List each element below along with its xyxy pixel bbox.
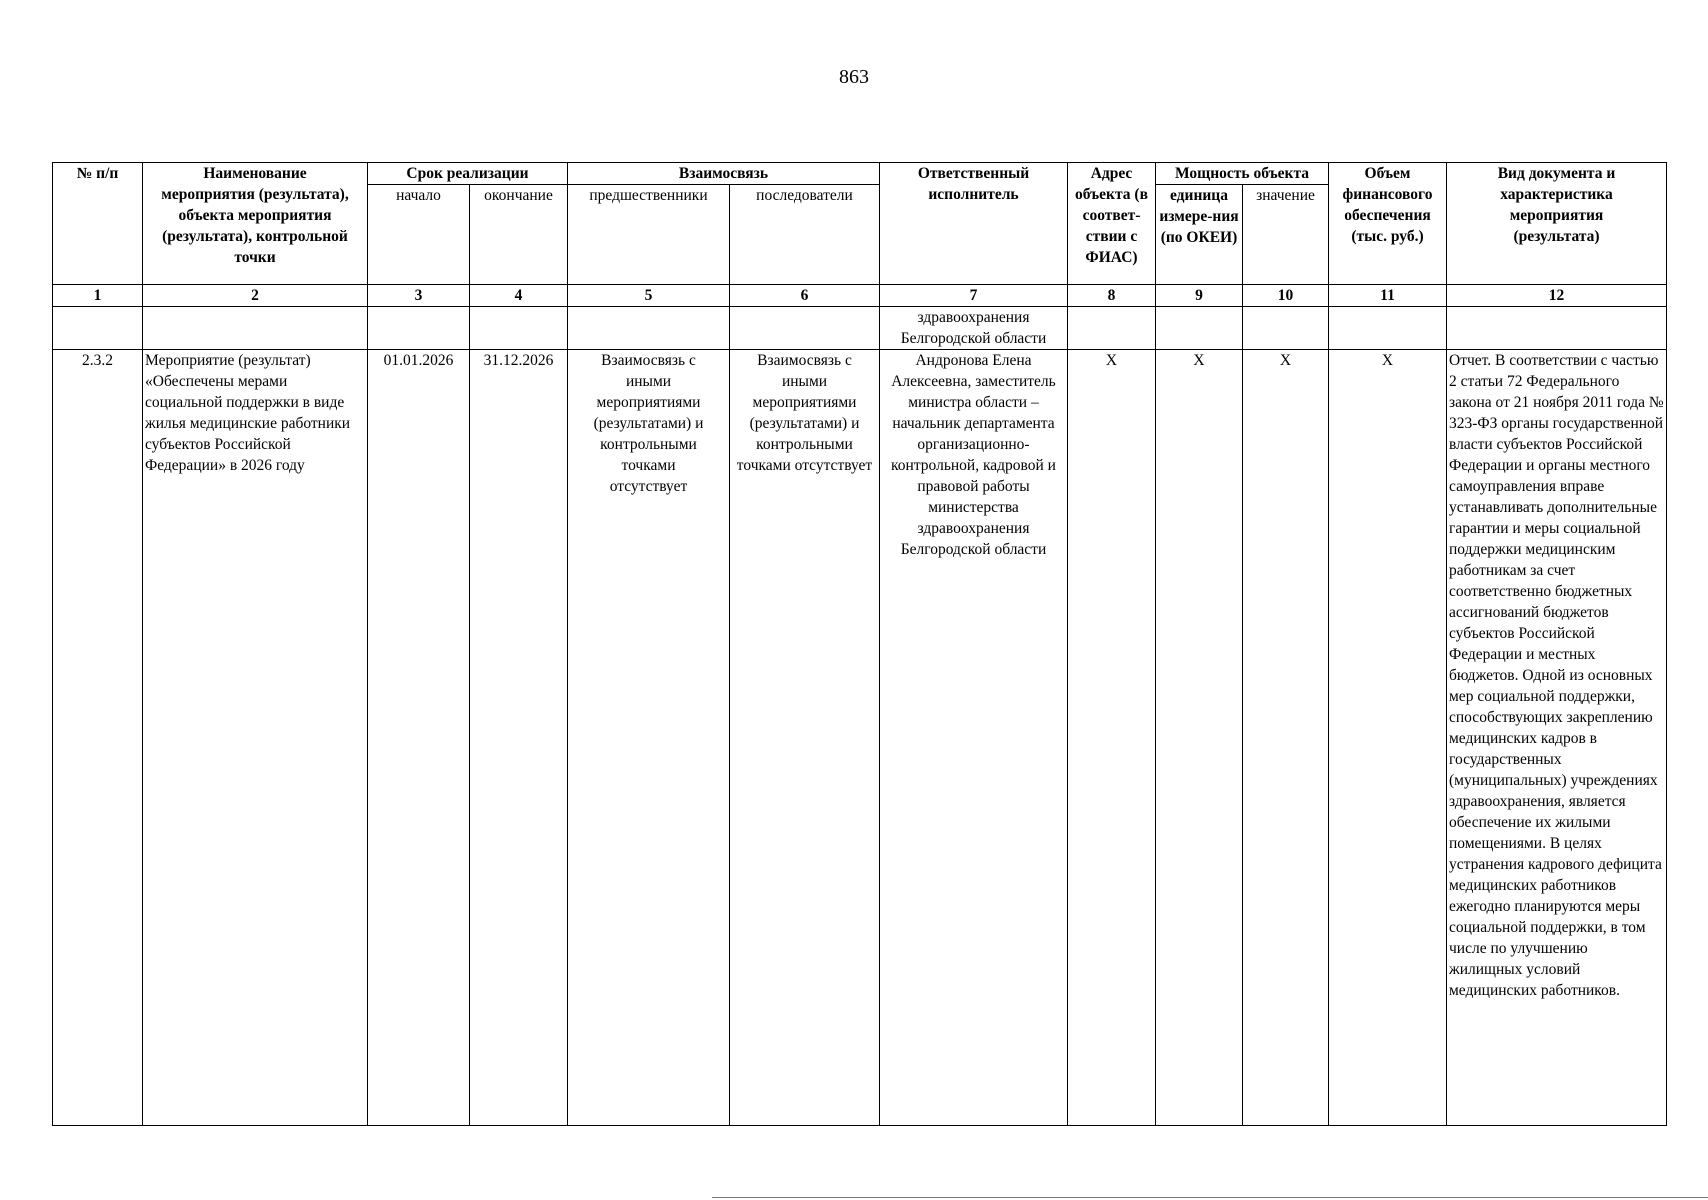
header-start: начало bbox=[368, 185, 470, 285]
col-number: 10 bbox=[1243, 285, 1329, 307]
row-address: X bbox=[1068, 350, 1156, 1126]
continuation-responsible: здравоохранения Белгородской области bbox=[880, 307, 1068, 350]
row-finance: X bbox=[1329, 350, 1447, 1126]
col-number: 7 bbox=[880, 285, 1068, 307]
header-address: Адрес объекта (в соответ-ствии с ФИАС) bbox=[1068, 163, 1156, 285]
header-relation: Взаимосвязь bbox=[568, 163, 880, 185]
header-row-1 bbox=[53, 163, 1667, 185]
row-end: 31.12.2026 bbox=[470, 350, 568, 1126]
row-name: Мероприятие (результат) «Обеспечены мерами социальной поддержки в виде жилья медицинские работники субъектов Российской Федерации» в 2026 году bbox=[143, 350, 368, 1126]
header-predecessors: предшественники bbox=[568, 185, 730, 285]
header-name: Наименование мероприятия (результата), объекта мероприятия (результата), контрольной точки bbox=[143, 163, 368, 285]
column-number-row bbox=[53, 285, 1667, 307]
header-doc-type: Вид документа и характеристика мероприятия (результата) bbox=[1447, 163, 1667, 285]
header-unit: единица измере-ния (по ОКЕИ) bbox=[1156, 185, 1243, 285]
col-number: 4 bbox=[470, 285, 568, 307]
header-num: № п/п bbox=[53, 163, 143, 285]
header-responsible: Ответственный исполнитель bbox=[880, 163, 1068, 285]
col-number: 2 bbox=[143, 285, 368, 307]
header-end: окончание bbox=[470, 185, 568, 285]
header-capacity: Мощность объекта bbox=[1156, 163, 1329, 185]
row-predecessors: Взаимосвязь с иными мероприятиями (результатами) и контрольными точками отсутствует bbox=[568, 350, 730, 1126]
row-start: 01.01.2026 bbox=[368, 350, 470, 1126]
header-finance: Объем финансового обеспечения (тыс. руб.) bbox=[1329, 163, 1447, 285]
col-number: 6 bbox=[730, 285, 880, 307]
col-number: 1 bbox=[53, 285, 143, 307]
row-responsible: Андронова Елена Алексеевна, заместитель министра области – начальник департамента организационно-контрольной, кадровой и правовой работы министерства здравоохранения Белгородской области bbox=[880, 350, 1068, 1126]
col-number: 12 bbox=[1447, 285, 1667, 307]
row-unit: X bbox=[1156, 350, 1243, 1126]
page-number: 863 bbox=[839, 66, 869, 88]
header-value: значение bbox=[1243, 185, 1329, 285]
col-number: 5 bbox=[568, 285, 730, 307]
schedule-table bbox=[52, 162, 1667, 1126]
row-num: 2.3.2 bbox=[53, 350, 143, 1126]
scan-edge-line bbox=[712, 1197, 1708, 1198]
table-row bbox=[53, 350, 1667, 1126]
row-doc-type: Отчет. В соответствии с частью 2 статьи 72 Федерального закона от 21 ноября 2011 года № 323-ФЗ органы государственной власти субъектов Российской Федерации и органы местного самоуправления вправе устанавливать дополнительные гарантии и меры социальной поддержки медицинским работникам за счет соответственно бюджетных ассигнований бюджетов субъектов Российской Федерации и местных бюджетов. Одной из основных мер социальной поддержки, способствующих закреплению медицинских кадров в государственных (муниципальных) учреждениях здравоохранения, является обеспечение их жилыми помещениями. В целях устранения кадрового дефицита медицинских работников ежегодно планируются меры социальной поддержки, в том числе по улучшению жилищных условий медицинских работников. bbox=[1447, 350, 1667, 1126]
col-number: 9 bbox=[1156, 285, 1243, 307]
row-value: X bbox=[1243, 350, 1329, 1126]
col-number: 11 bbox=[1329, 285, 1447, 307]
row-successors: Взаимосвязь с иными мероприятиями (результатами) и контрольными точками отсутствует bbox=[730, 350, 880, 1126]
header-period: Срок реализации bbox=[368, 163, 568, 185]
header-successors: последователи bbox=[730, 185, 880, 285]
col-number: 8 bbox=[1068, 285, 1156, 307]
col-number: 3 bbox=[368, 285, 470, 307]
continuation-row bbox=[53, 307, 1667, 350]
